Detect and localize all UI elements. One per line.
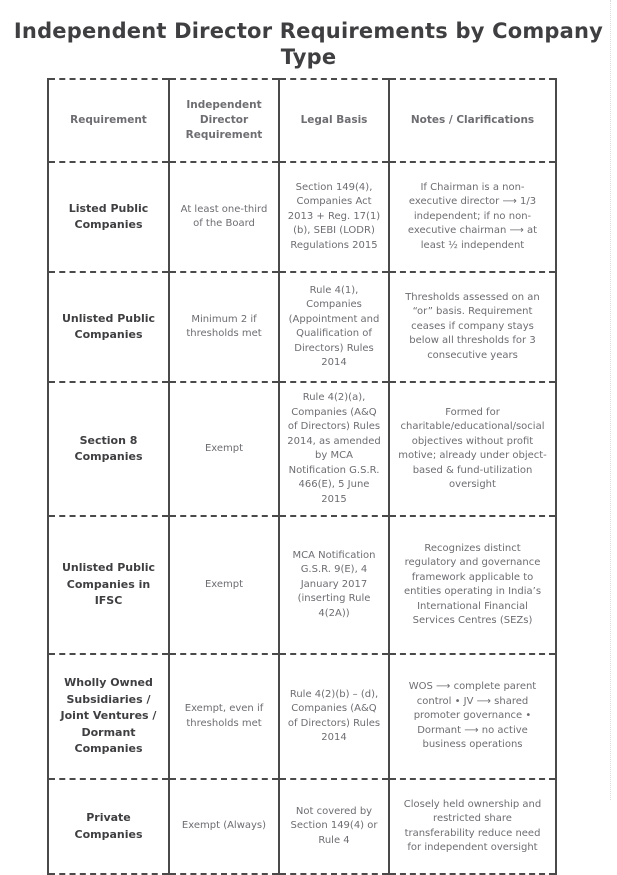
- cell-legal-basis: Not covered by Section 149(4) or Rule 4: [279, 779, 389, 874]
- page-guide-rule: [610, 0, 611, 800]
- table-row: [48, 516, 556, 654]
- requirements-table-container: [47, 78, 555, 875]
- table-row: [48, 162, 556, 272]
- cell-id-requirement: Exempt, even if thresholds met: [169, 654, 279, 779]
- table-body: [48, 162, 556, 874]
- table-header: [48, 79, 556, 162]
- cell-notes: Thresholds assessed on an “or” basis. Requirement ceases if company stays below all thresholds for 3 consecutive years: [389, 272, 556, 382]
- table-row: [48, 382, 556, 516]
- cell-legal-basis: Section 149(4), Companies Act 2013 + Reg. 17(1)(b), SEBI (LODR) Regulations 2015: [279, 162, 389, 272]
- cell-requirement: Listed Public Companies: [48, 162, 169, 272]
- cell-legal-basis: Rule 4(2)(a), Companies (A&Q of Directors) Rules 2014, as amended by MCA Notification G.S.R. 466(E), 5 June 2015: [279, 382, 389, 516]
- cell-notes: Closely held ownership and restricted share transferability reduce need for independent oversight: [389, 779, 556, 874]
- cell-notes: WOS ⟶ complete parent control • JV ⟶ shared promoter governance • Dormant ⟶ no active business operations: [389, 654, 556, 779]
- column-header-independent-director-requirement: Independent Director Requirement: [169, 79, 279, 162]
- independent-director-requirements-table: [47, 78, 557, 875]
- cell-notes: Recognizes distinct regulatory and governance framework applicable to entities operating in India’s International Financial Services Centres (SEZs): [389, 516, 556, 654]
- column-header-requirement: Requirement: [48, 79, 169, 162]
- cell-requirement: Unlisted Public Companies: [48, 272, 169, 382]
- cell-notes: If Chairman is a non-executive director ⟶ 1/3 independent; if no non-executive chairman ⟶ at least ½ independent: [389, 162, 556, 272]
- cell-requirement: Section 8 Companies: [48, 382, 169, 516]
- cell-id-requirement: At least one-third of the Board: [169, 162, 279, 272]
- table-header-row: [48, 79, 556, 162]
- table-row: [48, 779, 556, 874]
- cell-id-requirement: Exempt: [169, 382, 279, 516]
- table-row: [48, 272, 556, 382]
- cell-requirement: Unlisted Public Companies in IFSC: [48, 516, 169, 654]
- table-row: [48, 654, 556, 779]
- cell-id-requirement: Exempt (Always): [169, 779, 279, 874]
- cell-notes: Formed for charitable/educational/social objectives without profit motive; already under object-based & fund-utilization oversight: [389, 382, 556, 516]
- cell-legal-basis: Rule 4(1), Companies (Appointment and Qualification of Directors) Rules 2014: [279, 272, 389, 382]
- column-header-notes-clarifications: Notes / Clarifications: [389, 79, 556, 162]
- cell-requirement: Wholly Owned Subsidiaries / Joint Ventures / Dormant Companies: [48, 654, 169, 779]
- cell-id-requirement: Exempt: [169, 516, 279, 654]
- page-title: Independent Director Requirements by Company Type: [13, 19, 604, 70]
- cell-legal-basis: Rule 4(2)(b) – (d), Companies (A&Q of Directors) Rules 2014: [279, 654, 389, 779]
- cell-legal-basis: MCA Notification G.S.R. 9(E), 4 January 2017 (inserting Rule 4(2A)): [279, 516, 389, 654]
- cell-requirement: Private Companies: [48, 779, 169, 874]
- column-header-legal-basis: Legal Basis: [279, 79, 389, 162]
- cell-id-requirement: Minimum 2 if thresholds met: [169, 272, 279, 382]
